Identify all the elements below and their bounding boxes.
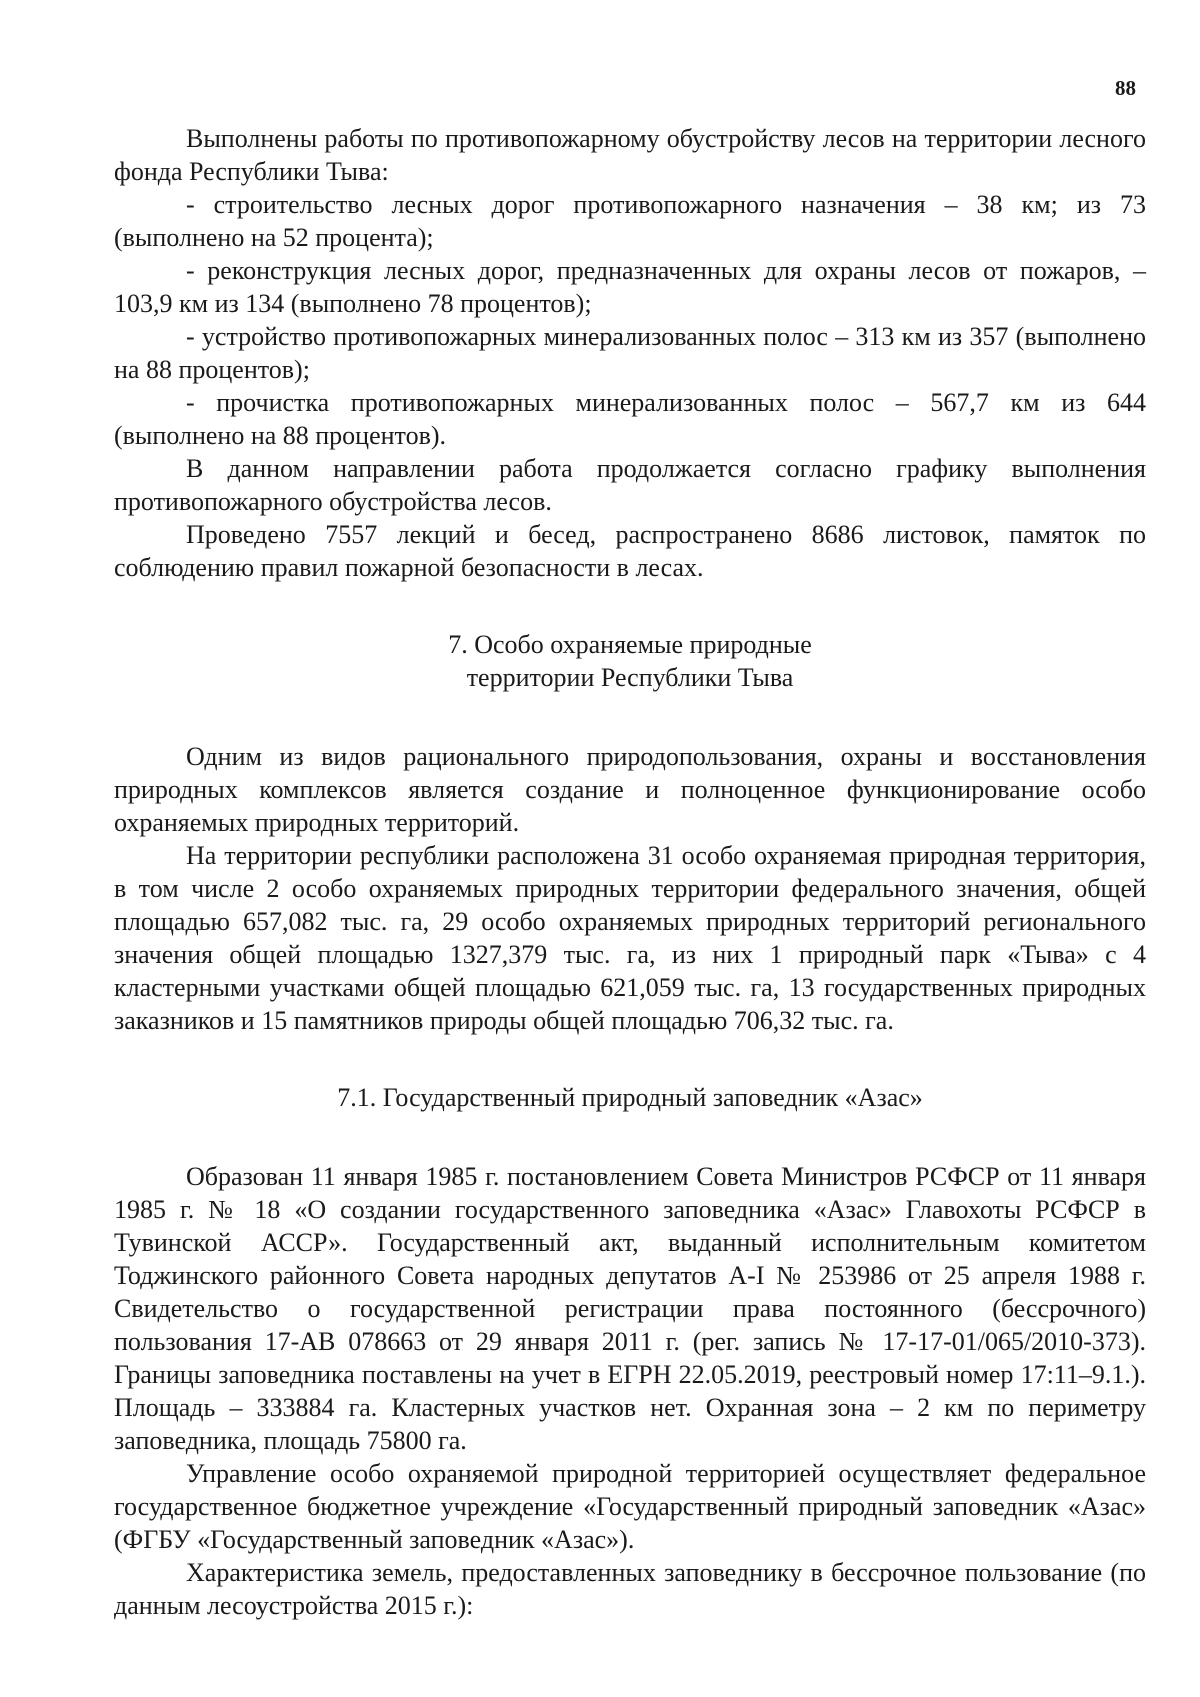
list-item-road-construction: - строительство лесных дорог противопожарного назначения – 38 км; из 73 (выполнено на 52 процента); [114,190,1146,252]
section-7-heading-line2: территории Республики Тыва [466,663,794,692]
paragraph-protected-areas-stats: На территории республики расположена 31 особо охраняемая природная территория, в том числе 2 особо охраняемых природных территории федерального значения, общей площадью 657,082 тыс. га, 29 особо охраняемых природных территорий регионального значения общей площадью 1327,379 тыс. га, из них 1 природный парк «Тыва» с 4 кластерными участками общей площадью 621,059 тыс. га, 13 государственных природных заказников и 15 памятников природы общей площадью 706,32 тыс. га. [114,841,1146,1035]
section-7-heading [114,628,1146,694]
paragraph-azas-land-characteristics: Характеристика земель, предоставленных заповеднику в бессрочное пользование (по данным лесоустройства 2015 г.): [114,1558,1146,1620]
section-7-heading-line1: 7. Особо охраняемые природные [448,630,812,659]
paragraph-lectures: Проведено 7557 лекций и бесед, распространено 8686 листовок, памяток по соблюдению правил пожарной безопасности в лесах. [114,520,1146,582]
section-7-1-heading [114,1081,1146,1114]
list-item-strip-construction: - устройство противопожарных минерализованных полос – 313 км из 357 (выполнено на 88 процентов); [114,322,1146,384]
page-number: 88 [1115,76,1136,100]
list-item-strip-cleaning: - прочистка противопожарных минерализованных полос – 567,7 км из 644 (выполнено на 88 процентов). [114,388,1146,450]
paragraph-forest-works-intro: Выполнены работы по противопожарному обустройству лесов на территории лесного фонда Республики Тыва: [114,124,1146,186]
section-7-1-heading-text: 7.1. Государственный природный заповедник «Азас» [337,1083,923,1112]
page-content [114,122,1146,1622]
paragraph-work-continues: В данном направлении работа продолжается согласно графику выполнения противопожарного обустройства лесов. [114,454,1146,516]
paragraph-azas-founding: Образован 11 января 1985 г. постановлением Совета Министров РСФСР от 11 января 1985 г. № 18 «О создании государственного заповедника «Азас» Главохоты РСФСР в Тувинской АССР». Государственный акт, выданный исполнительным комитетом Тоджинского районного Совета народных депутатов А-I № 253986 от 25 апреля 1988 г. Свидетельство о государственной регистрации права постоянного (бессрочного) пользования 17-АВ 078663 от 29 января 2011 г. (рег. запись № 17-17-01/065/2010-373). Границы заповедника поставлены на учет в ЕГРН 22.05.2019, реестровый номер 17:11–9.1.). Площадь – 333884 га. Кластерных участков нет. Охранная зона – 2 км по периметру заповедника, площадь 75800 га. [114,1162,1146,1455]
list-item-road-reconstruction: - реконструкция лесных дорог, предназначенных для охраны лесов от пожаров, – 103,9 км из 134 (выполнено 78 процентов); [114,256,1146,318]
paragraph-protected-areas-intro: Одним из видов рационального природопользования, охраны и восстановления природных комплексов является создание и полноценное функционирование особо охраняемых природных территорий. [114,742,1146,837]
paragraph-azas-management: Управление особо охраняемой природной территорией осуществляет федеральное государственное бюджетное учреждение «Государственный природный заповедник «Азас» (ФГБУ «Государственный заповедник «Азас»). [114,1459,1146,1554]
